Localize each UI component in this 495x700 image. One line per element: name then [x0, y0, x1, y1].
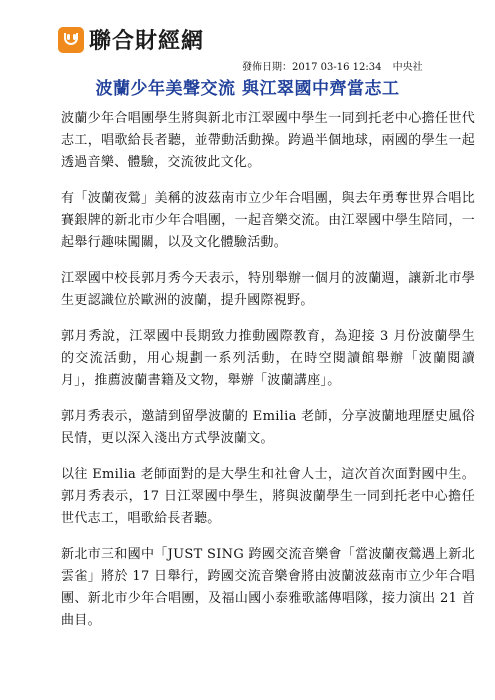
article-paragraph: 郭月秀表示，邀請到留學波蘭的 Emilia 老師，分享波蘭地理歷史風俗民情，更以深入淺出方式學波蘭文。	[61, 409, 475, 446]
article-paragraph: 郭月秀說，江翠國中長期致力推動國際教育，為迎接 3 月份波蘭學生的交流活動，用心規劃一系列活動，在時空閱讀館舉辦「波蘭閱讀月」，推薦波蘭書籍及文物，舉辦「波蘭講座」。	[61, 329, 475, 388]
publish-meta	[242, 58, 431, 73]
article-paragraph: 江翠國中校長郭月秀今天表示，特別舉辦一個月的波蘭週，讓新北市學生更認識位於歐洲的波蘭，提升國際視野。	[61, 271, 475, 308]
logo-face-icon	[58, 27, 84, 53]
article-title: 波蘭少年美聲交流 與江翠國中齊當志工	[95, 79, 400, 99]
page-header	[14, 12, 484, 73]
logo-text: 聯合財經網	[89, 29, 205, 54]
site-logo[interactable]	[58, 24, 204, 55]
article-paragraph: 波蘭少年合唱團學生將與新北市江翠國中學生一同到托老中心擔任世代志工，唱歌給長者聽，並帶動活動操。跨過半個地球，兩國的學生一起透過音樂、體驗，交流彼此文化。	[61, 111, 475, 170]
article-paragraph: 以往 Emilia 老師面對的是大學生和社會人士，這次首次面對國中生。郭月秀表示，17 日江翠國中學生，將與波蘭學生一同到托老中心擔任世代志工，唱歌給長者聽。	[61, 467, 475, 526]
news-source: 中央社	[392, 62, 423, 73]
article-paragraph: 新北市三和國中「JUST SING 跨國交流音樂會「當波蘭夜鶯遇上新北雲雀」將於 17 日舉行，跨國交流音樂會將由波蘭波茲南市立少年合唱團、新北市少年合唱團，及福山國小泰雅歌謠傳唱隊，接力演出 21 首曲目。	[61, 547, 475, 628]
publish-date: 發佈日期：2017 03-16 12:34	[242, 62, 382, 73]
article-paragraph: 有「波蘭夜鶯」美稱的波茲南市立少年合唱團，與去年勇奪世界合唱比賽銀牌的新北市少年合唱團，一起音樂交流。由江翠國中學生陪同，一起舉行趣味闖關，以及文化體驗活動。	[61, 191, 475, 250]
article-body	[61, 108, 475, 646]
